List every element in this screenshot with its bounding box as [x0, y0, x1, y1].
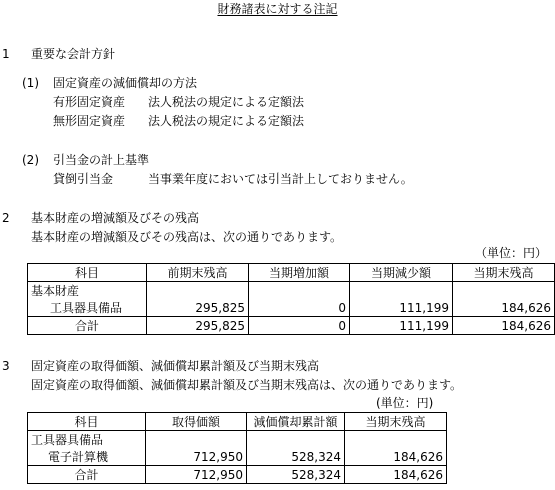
intangible-method: 法人税法の規定による定額法 — [148, 114, 305, 128]
table-total-row — [28, 317, 555, 335]
tangible-label: 有形固定資産 — [53, 95, 126, 109]
section-3-unit: (単位：円) — [376, 396, 434, 410]
column-header: 当期増加額 — [249, 264, 350, 282]
cell-value: 295,825 — [147, 317, 249, 335]
cell-value: 184,626 — [345, 466, 447, 484]
section-2-number: 2 — [2, 211, 10, 225]
sub-2-heading: 引当金の計上基準 — [53, 153, 150, 167]
cell-value: 528,324 — [247, 448, 345, 466]
cell-value: 712,950 — [146, 448, 247, 466]
column-header: 当期末残高 — [453, 264, 555, 282]
cell-value: 184,626 — [345, 448, 447, 466]
section-3-heading: 固定資産の取得価額、減価償却累計額及び当期末残高 — [31, 359, 320, 373]
section-2-description: 基本財産の増減額及びその残高は、次の通りであります。 — [31, 230, 343, 244]
section-3-number: 3 — [2, 359, 10, 373]
cell-value: 184,626 — [453, 317, 555, 335]
section-2-unit: （単位：円） — [474, 246, 547, 260]
column-header: 減価償却累計額 — [247, 413, 345, 431]
column-header: 当期末残高 — [345, 413, 447, 431]
group-label: 工具器具備品 — [28, 431, 146, 449]
cell-value: 0 — [249, 299, 350, 317]
column-header: 当期減少額 — [350, 264, 453, 282]
item-name: 電子計算機 — [28, 448, 146, 466]
intangible-label: 無形固定資産 — [53, 114, 126, 128]
cell-value: 111,199 — [350, 317, 453, 335]
sub-1-heading: 固定資産の減価償却の方法 — [53, 76, 198, 90]
document-title: 財務諸表に対する注記 — [217, 2, 338, 16]
table-row — [28, 299, 555, 317]
cell-value: 184,626 — [453, 299, 555, 317]
endowment-table — [27, 263, 555, 335]
fixed-asset-table — [27, 412, 447, 484]
total-label: 合計 — [28, 317, 147, 335]
total-label: 合計 — [28, 466, 146, 484]
section-2-heading: 基本財産の増減額及びその残高 — [31, 211, 200, 225]
tangible-method: 法人税法の規定による定額法 — [148, 95, 305, 109]
table-total-row — [28, 466, 447, 484]
cell-value: 111,199 — [350, 299, 453, 317]
item-name: 工具器具備品 — [28, 299, 147, 317]
cell-value: 528,324 — [247, 466, 345, 484]
column-header: 取得価額 — [146, 413, 247, 431]
sub-1-number: (1) — [22, 76, 39, 90]
column-header: 科目 — [28, 264, 147, 282]
table-header-row — [28, 264, 555, 282]
table-header-row — [28, 413, 447, 431]
table-row — [28, 448, 447, 466]
table-row — [28, 431, 447, 449]
group-label: 基本財産 — [28, 282, 147, 300]
table-row — [28, 282, 555, 300]
column-header: 前期末残高 — [147, 264, 249, 282]
cell-value: 712,950 — [146, 466, 247, 484]
section-1-heading: 重要な会計方針 — [31, 47, 116, 61]
allowance-text: 当事業年度においては引当計上しておりません。 — [148, 172, 413, 186]
allowance-label: 貸倒引当金 — [53, 172, 114, 186]
column-header: 科目 — [28, 413, 146, 431]
section-1-number: 1 — [2, 47, 10, 61]
cell-value: 295,825 — [147, 299, 249, 317]
sub-2-number: (2) — [22, 153, 39, 167]
section-3-description: 固定資産の取得価額、減価償却累計額及び当期末残高は、次の通りであります。 — [31, 378, 463, 392]
cell-value: 0 — [249, 317, 350, 335]
